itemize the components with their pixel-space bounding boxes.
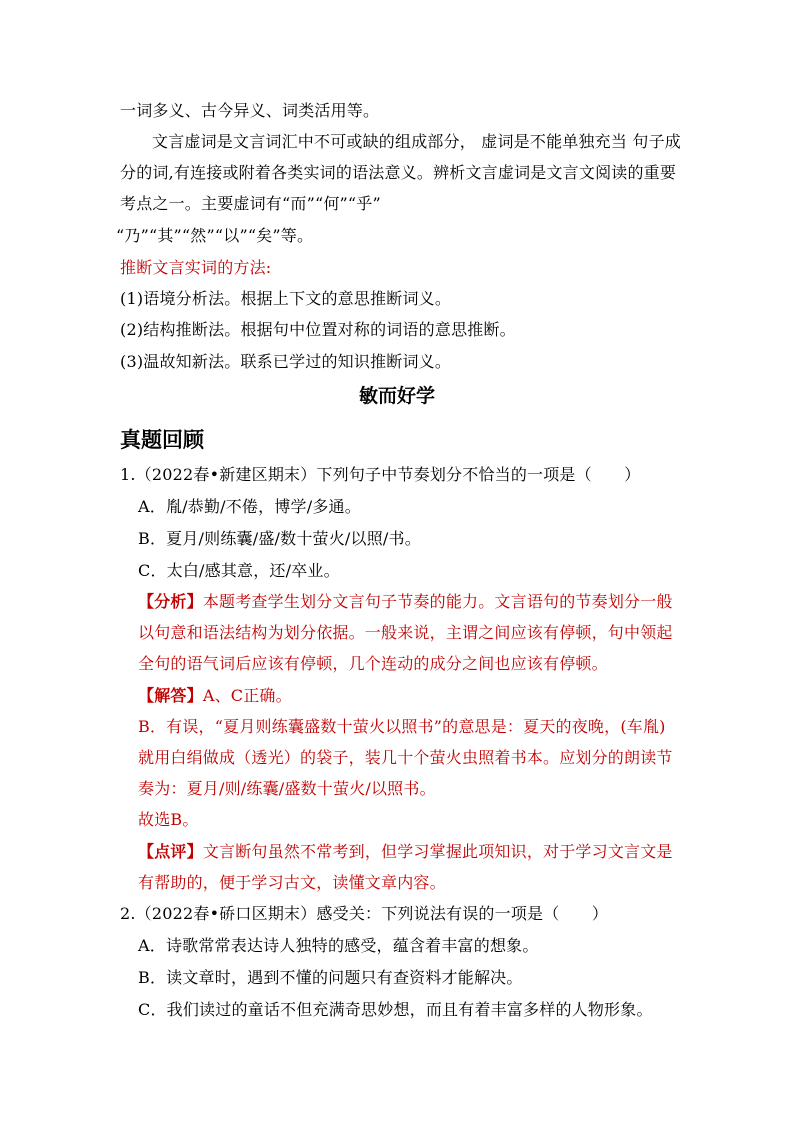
- q1-analysis-line-2: 以句意和语法结构为划分依据。一般来说，主谓之间应该有停顿，句中领起: [138, 623, 673, 642]
- comment-tag: 【点评】: [138, 842, 203, 861]
- q1-analysis-line-3: 全句的语气词后应该有停顿，几个连动的成分之间也应该有停顿。: [138, 654, 608, 673]
- q1-option-a: A．胤/恭勤/不倦，博学/多通。: [138, 497, 361, 516]
- analysis-text: 本题考查学生划分文言句子节奏的能力。文言语句的节奏划分一般: [202, 592, 673, 611]
- q1-analysis-line-1: [138, 592, 673, 612]
- q2-stem: 2.（2022春•硚口区期末）感受关：下列说法有误的一项是（ ）: [120, 904, 609, 923]
- lesson-title: 敏而好学: [358, 385, 435, 407]
- answer-tag: 【解答】: [138, 686, 203, 705]
- q1-answer-line-2: B．有误，“夏月则练囊盛数十萤火以照书”的意思是：夏天的夜晚，(车胤): [138, 717, 666, 736]
- comment-text: 文言断句虽然不常考到，但学习掌握此项知识，对于学习文言文是: [202, 842, 673, 861]
- q2-option-b: B．读文章时，遇到不懂的问题只有查资料才能解决。: [138, 968, 523, 987]
- method-item-1: (1)语境分析法。根据上下文的意思推断词义。: [120, 289, 452, 308]
- q1-answer-line-4: 奏为：夏月/则/练囊/盛数十萤火/以照书。: [138, 779, 436, 798]
- methods-heading: 推断文言实词的方法:: [120, 258, 272, 277]
- q1-comment-line-2: 有帮助的，便于学习古文，读懂文章内容。: [138, 873, 446, 892]
- intro-line-2: 文言虚词是文言词汇中不可或缺的组成部分， 虚词是不能单独充当 句子成: [152, 132, 681, 151]
- q2-option-c: C．我们读过的童话不但充满奇思妙想，而且有着丰富多样的人物形象。: [138, 1000, 653, 1019]
- q1-stem: 1.（2022春•新建区期末）下列句子中节奏划分不恰当的一项是（ ）: [120, 465, 641, 484]
- method-item-3: (3)温故知新法。联系已学过的知识推断词义。: [120, 352, 452, 371]
- q2-option-a: A．诗歌常常表达诗人独特的感受，蕴含着丰富的想象。: [138, 936, 539, 955]
- intro-line-1: 一词多义、古今异义、词类活用等。: [120, 101, 380, 120]
- q1-option-c: C．太白/感其意，还/卒业。: [138, 561, 340, 580]
- answer-text: A、C正确。: [202, 686, 292, 705]
- q1-answer-line-1: [138, 686, 292, 706]
- q1-answer-choice: 故选B。: [138, 810, 199, 829]
- analysis-tag: 【分析】: [138, 592, 203, 611]
- method-item-2: (2)结构推断法。根据句中位置对称的词语的意思推断。: [120, 320, 516, 339]
- intro-line-4: 考点之一。主要虚词有“而”“何”“乎”: [120, 194, 381, 213]
- q1-option-b: B．夏月/则练囊/盛/数十萤火/以照/书。: [138, 529, 421, 548]
- section-title: 真题回顾: [120, 428, 204, 452]
- q1-comment-line-1: [138, 842, 673, 862]
- intro-line-3: 分的词,有连接或附着各类实词的语法意义。辨析文言虚词是文言文阅读的重要: [120, 163, 677, 182]
- q1-answer-line-3: 就用白绢做成（透光）的袋子，装几十个萤火虫照着书本。应划分的朗读节: [138, 748, 673, 767]
- intro-line-5: “乃”“其”“然”“以”“矣”等。: [116, 226, 314, 245]
